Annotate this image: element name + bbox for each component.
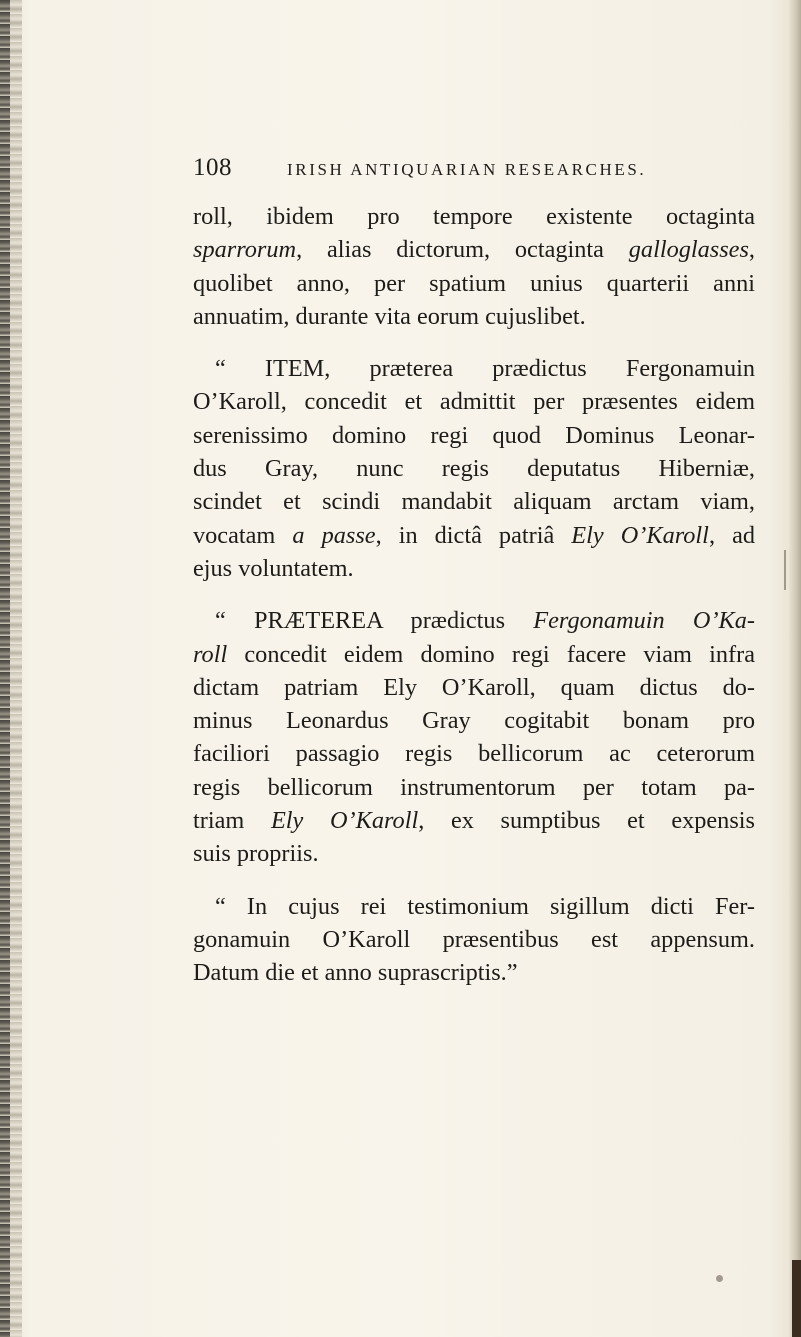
text-segment: regis bellicorum instrumentorum per totam pa- xyxy=(193,773,755,801)
page-header xyxy=(193,154,753,184)
italic-text: sparrorum xyxy=(193,236,297,264)
text-segment: annuatim, durante vita eorum cujuslibet. xyxy=(193,302,586,330)
text-line xyxy=(193,385,755,418)
text-segment: concedit eidem domino regi facere viam infra xyxy=(227,640,755,668)
italic-text: Fergonamuin O’Ka- xyxy=(533,607,756,635)
text-segment: vocatam xyxy=(193,521,293,549)
text-segment: quolibet anno, per spatium unius quarterii anni xyxy=(193,269,755,297)
paragraph xyxy=(193,200,755,333)
page-binding-shadow xyxy=(10,0,22,1337)
text-segment: serenissimo domino regi quod Dominus Leonar- xyxy=(193,421,755,449)
text-line xyxy=(193,419,755,452)
text-line xyxy=(193,737,755,770)
text-line xyxy=(193,771,755,804)
text-line xyxy=(193,519,755,552)
text-line xyxy=(193,267,755,300)
text-line xyxy=(193,352,755,385)
italic-text: Ely O’Karoll xyxy=(571,521,709,549)
text-line xyxy=(193,923,755,956)
text-line xyxy=(193,956,755,989)
text-line xyxy=(193,804,755,837)
text-segment: , xyxy=(748,236,755,264)
running-head: IRISH ANTIQUARIAN RESEARCHES. xyxy=(287,160,647,179)
text-segment: dictam patriam Ely O’Karoll, quam dictus do- xyxy=(193,673,755,701)
italic-text: Ely O’Karoll xyxy=(270,807,419,835)
text-segment: “ PRÆTEREA prædictus xyxy=(215,607,534,635)
text-segment: dus Gray, nunc regis deputatus Hiberniæ, xyxy=(193,455,755,483)
text-line xyxy=(193,638,755,671)
text-line xyxy=(193,452,755,485)
text-segment: suis propriis. xyxy=(193,840,319,868)
text-segment: ejus voluntatem. xyxy=(193,554,354,582)
text-segment: Datum die et anno suprascriptis.” xyxy=(193,959,518,987)
text-segment: , in dictâ patriâ xyxy=(375,521,572,549)
page-edge-mark xyxy=(792,1260,801,1337)
text-line xyxy=(193,200,755,233)
paper-fold-mark xyxy=(784,550,786,590)
text-segment: minus Leonardus Gray cogitabit bonam pro xyxy=(193,707,755,735)
text-segment: , ad xyxy=(708,521,756,549)
text-line xyxy=(193,233,755,266)
italic-text: a passe xyxy=(292,521,376,549)
text-segment: scindet et scindi mandabit aliquam arctam viam, xyxy=(193,488,755,516)
text-line xyxy=(193,485,755,518)
text-segment: roll, ibidem pro tempore existente octaginta xyxy=(193,203,755,230)
text-line xyxy=(193,890,755,923)
page-binding-edge xyxy=(0,0,10,1337)
text-segment: “ ITEM, præterea prædictus Fergonamuin xyxy=(215,355,755,383)
text-segment: gonamuin O’Karoll præsentibus est appensum. xyxy=(193,925,755,953)
text-line xyxy=(193,300,755,333)
paragraph xyxy=(193,890,755,990)
italic-text: galloglasses xyxy=(628,236,749,264)
text-segment: triam xyxy=(193,807,271,835)
text-line xyxy=(193,604,755,637)
text-segment: , ex sumptibus et expensis xyxy=(418,807,755,835)
text-line xyxy=(193,671,755,704)
text-segment: “ In cujus rei testimonium sigillum dicti Fer- xyxy=(215,892,755,920)
paragraph xyxy=(193,604,755,870)
ink-spot xyxy=(716,1275,723,1282)
page-right-edge xyxy=(789,0,801,1337)
body-text xyxy=(193,200,755,1009)
text-segment: , alias dictorum, octaginta xyxy=(296,236,629,264)
text-line xyxy=(193,704,755,737)
text-segment: faciliori passagio regis bellicorum ac ceterorum xyxy=(193,740,755,768)
page-number: 108 xyxy=(193,154,232,181)
text-segment: O’Karoll, concedit et admittit per præsentes eidem xyxy=(193,388,755,416)
text-line xyxy=(193,837,755,870)
italic-text: roll xyxy=(193,640,228,668)
text-line xyxy=(193,552,755,585)
paragraph xyxy=(193,352,755,585)
